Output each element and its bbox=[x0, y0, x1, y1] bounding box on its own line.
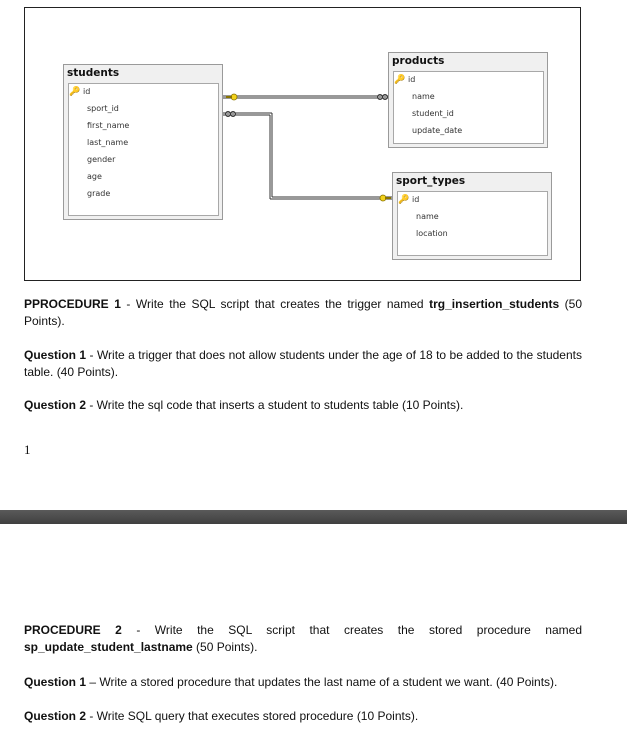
table-title: students bbox=[67, 67, 120, 79]
column-row bbox=[87, 189, 110, 198]
question-label: Question 2 bbox=[24, 709, 87, 723]
document-page-2 bbox=[0, 524, 627, 752]
column-name: grade bbox=[87, 189, 111, 198]
column-name: id bbox=[83, 87, 91, 96]
column-row bbox=[87, 121, 129, 130]
procedure-text: - Write the SQL script that creates the trigger named bbox=[120, 297, 430, 311]
column-name: sport_id bbox=[87, 104, 119, 113]
question-label: Question 1 bbox=[24, 675, 87, 689]
relation-many-end-icon bbox=[226, 112, 236, 117]
procedure-name: sp_update_student_lastname bbox=[24, 640, 193, 654]
page-break-divider bbox=[0, 510, 627, 524]
procedure-points: (50 Points). bbox=[24, 297, 583, 328]
table-title: sport_types bbox=[396, 175, 466, 187]
column-row bbox=[412, 126, 462, 135]
products-table[interactable] bbox=[388, 52, 548, 148]
column-row bbox=[87, 138, 128, 147]
column-name: gender bbox=[87, 155, 116, 164]
column-name: name bbox=[416, 212, 439, 221]
question-label: Question 1 bbox=[24, 348, 87, 362]
students-table[interactable] bbox=[63, 64, 223, 220]
column-list bbox=[397, 191, 548, 256]
relation-many-end-icon bbox=[378, 95, 388, 100]
procedure-label: PROCEDURE 2 bbox=[24, 623, 122, 637]
column-row bbox=[87, 155, 115, 164]
column-row bbox=[412, 109, 454, 118]
procedure-1-question-2 bbox=[24, 397, 582, 414]
column-row bbox=[394, 75, 415, 85]
relation-key-end-icon bbox=[226, 94, 237, 100]
column-row bbox=[412, 92, 435, 101]
sport-types-table[interactable] bbox=[392, 172, 552, 260]
column-row bbox=[87, 104, 119, 113]
question-text: - Write SQL query that executes stored procedure (10 Points). bbox=[86, 709, 419, 723]
procedure-text: - Write the SQL script that creates the stored procedure named bbox=[121, 623, 582, 637]
column-name: last_name bbox=[87, 138, 129, 147]
procedure-2-question-2 bbox=[24, 708, 582, 725]
question-text: - Write the sql code that inserts a student to students table (10 Points). bbox=[86, 398, 464, 412]
column-row bbox=[416, 229, 448, 238]
database-diagram bbox=[24, 7, 581, 281]
column-name: age bbox=[87, 172, 102, 181]
procedure-points: (50 Points). bbox=[192, 640, 258, 654]
column-name: location bbox=[416, 229, 448, 238]
column-row bbox=[87, 172, 102, 181]
column-name: student_id bbox=[412, 109, 454, 118]
page-number: 1 bbox=[24, 442, 31, 457]
column-name: first_name bbox=[87, 121, 130, 130]
procedure-1-question-1 bbox=[24, 347, 582, 381]
procedure-2-question-1 bbox=[24, 674, 582, 691]
question-text: – Write a stored procedure that updates the last name of a student we want. (40 Points). bbox=[86, 675, 558, 689]
primary-key-icon: 🔑 bbox=[69, 87, 81, 97]
column-list bbox=[393, 71, 544, 144]
primary-key-icon: 🔑 bbox=[398, 195, 410, 205]
column-row bbox=[69, 87, 90, 97]
column-list bbox=[68, 83, 219, 216]
column-row bbox=[416, 212, 439, 221]
question-text: - Write a trigger that does not allow students under the age of 18 to be added to the students table. (40 Points). bbox=[24, 348, 582, 379]
primary-key-icon: 🔑 bbox=[394, 75, 406, 85]
column-name: id bbox=[408, 75, 416, 84]
procedure-2-heading bbox=[24, 622, 582, 656]
trigger-name: trg_insertion_students bbox=[429, 297, 560, 311]
table-title: products bbox=[392, 55, 445, 67]
column-row bbox=[398, 195, 419, 205]
column-name: update_date bbox=[412, 126, 463, 135]
relation-key-end-icon bbox=[380, 195, 391, 201]
procedure-1-heading bbox=[24, 296, 582, 330]
column-name: id bbox=[412, 195, 420, 204]
column-name: name bbox=[412, 92, 435, 101]
question-label: Question 2 bbox=[24, 398, 87, 412]
procedure-label: PPROCEDURE 1 bbox=[24, 297, 121, 311]
